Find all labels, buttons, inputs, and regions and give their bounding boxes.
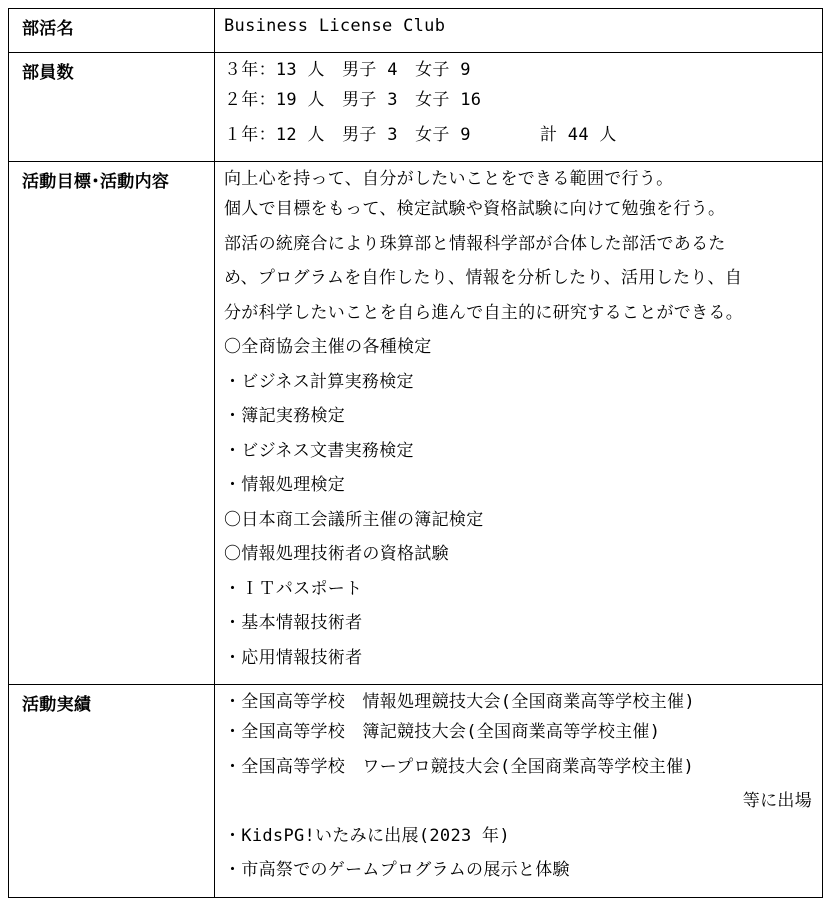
members-line-3rd-year: ３年：13 人 男子 4 女子 9 — [224, 60, 471, 80]
activities-line: 向上心を持って、自分がしたいことをできる範囲で行う。 — [224, 169, 674, 189]
club-name-label: 部活名 — [9, 9, 215, 53]
results-list-item: ・全国高等学校 ワープロ競技大会(全国商業高等学校主催) — [224, 756, 695, 777]
activities-list-item: ・簿記実務検定 — [224, 406, 346, 426]
members-value — [215, 53, 823, 162]
row-activities — [9, 162, 823, 685]
activities-list-item: ・情報処理検定 — [224, 475, 346, 495]
members-line-2nd-year: ２年：19 人 男子 3 女子 16 — [224, 90, 482, 110]
activities-label: 活動目標･活動内容 — [9, 162, 215, 685]
activities-list-item: ・ビジネス文書実務検定 — [224, 440, 414, 461]
activities-heading-zensho: 〇全商協会主催の各種検定 — [224, 337, 432, 357]
row-club-name — [9, 9, 823, 53]
activities-value — [215, 162, 823, 685]
members-label: 部員数 — [9, 53, 215, 162]
row-results — [9, 685, 823, 898]
activities-list-item: ・ビジネス計算実務検定 — [224, 371, 414, 392]
results-list-item: ・全国高等学校 情報処理競技大会(全国商業高等学校主催) — [224, 692, 695, 712]
activities-line: 部活の統廃合により珠算部と情報科学部が合体した部活であるた — [224, 233, 726, 254]
results-participation-note: 等に出場 — [742, 791, 812, 811]
activities-line: 分が科学したいことを自ら進んで自主的に研究することができる。 — [224, 302, 743, 323]
activities-list-item: ・基本情報技術者 — [224, 613, 363, 633]
activities-line: 個人で目標をもって、検定試験や資格試験に向けて勉強を行う。 — [224, 199, 726, 219]
activities-heading-it-exam: 〇情報処理技術者の資格試験 — [224, 544, 449, 564]
results-label: 活動実績 — [9, 685, 215, 898]
club-name-text: Business License Club — [224, 16, 446, 36]
activities-heading-nissho: 〇日本商工会議所主催の簿記検定 — [224, 509, 484, 530]
club-name-value — [215, 9, 823, 53]
activities-list-item: ・応用情報技術者 — [224, 647, 363, 668]
members-line-1st-year: １年：12 人 男子 3 女子 9 計 44 人 — [224, 124, 617, 145]
results-value — [215, 685, 823, 898]
results-list-item: ・市高祭でのゲームプログラムの展示と体験 — [224, 860, 570, 880]
activities-list-item: ・ＩＴパスポート — [224, 578, 363, 599]
row-members — [9, 53, 823, 162]
activities-line: め、プログラムを自作したり、情報を分析したり、活用したり、自 — [224, 268, 743, 288]
club-info-table — [8, 8, 823, 898]
results-list-item: ・KidsPG!いたみに出展(2023 年) — [224, 825, 510, 846]
results-list-item: ・全国高等学校 簿記競技大会(全国商業高等学校主催) — [224, 722, 661, 742]
